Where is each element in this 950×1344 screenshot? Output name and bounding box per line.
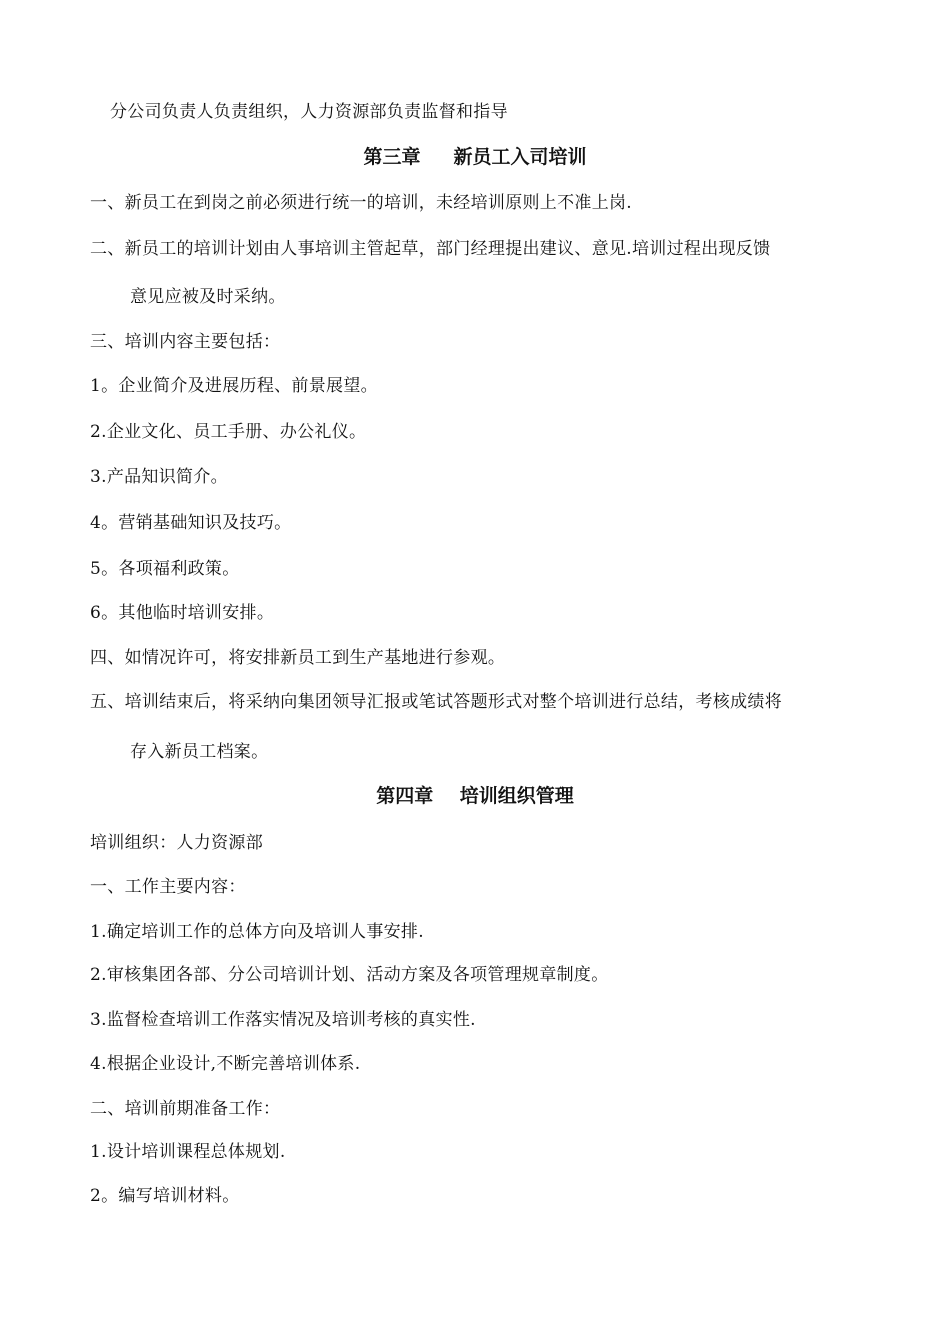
chapter4-subitem: 1.确定培训工作的总体方向及培训人事安排. <box>90 922 424 942</box>
chapter4-item: 一、工作主要内容： <box>90 877 246 897</box>
chapter3-item: 四、如情况许可，将安排新员工到生产基地进行参观。 <box>90 648 506 668</box>
chapter4-subitem: 4.根据企业设计,不断完善培训体系. <box>90 1054 361 1074</box>
chapter4-subitem: 1.设计培训课程总体规划. <box>90 1142 286 1162</box>
chapter3-subitem: 2.企业文化、员工手册、办公礼仪。 <box>90 422 367 442</box>
chapter4-item: 培训组织：人力资源部 <box>90 833 263 853</box>
chapter3-item: 一、新员工在到岗之前必须进行统一的培训，未经培训原则上不准上岗. <box>90 193 633 213</box>
chapter3-subitem: 5。各项福利政策。 <box>90 559 240 579</box>
chapter3-item-continuation: 意见应被及时采纳。 <box>130 287 286 307</box>
chapter4-subitem: 2。编写培训材料。 <box>90 1186 240 1206</box>
chapter3-subitem: 3.产品知识简介。 <box>90 467 228 487</box>
chapter3-item: 五、培训结束后，将采纳向集团领导汇报或笔试答题形式对整个培训进行总结，考核成绩将 <box>90 692 782 712</box>
chapter3-subitem: 1。企业简介及进展历程、前景展望。 <box>90 376 378 396</box>
chapter3-title: 第三章 新员工入司培训 <box>363 146 587 168</box>
chapter3-item: 二、新员工的培训计划由人事培训主管起草，部门经理提出建议、意见.培训过程出现反馈 <box>90 239 771 259</box>
chapter3-item-continuation: 存入新员工档案。 <box>130 742 269 762</box>
chapter4-subitem: 2.审核集团各部、分公司培训计划、活动方案及各项管理规章制度。 <box>90 965 609 985</box>
chapter3-item: 三、培训内容主要包括： <box>90 332 281 352</box>
chapter4-title: 第四章 培训组织管理 <box>376 785 574 807</box>
intro-line: 分公司负责人负责组织，人力资源部负责监督和指导 <box>110 102 508 122</box>
chapter3-subitem: 4。营销基础知识及技巧。 <box>90 513 292 533</box>
chapter4-item: 二、培训前期准备工作： <box>90 1099 281 1119</box>
chapter3-subitem: 6。其他临时培训安排。 <box>90 603 275 623</box>
chapter4-subitem: 3.监督检查培训工作落实情况及培训考核的真实性. <box>90 1010 476 1030</box>
